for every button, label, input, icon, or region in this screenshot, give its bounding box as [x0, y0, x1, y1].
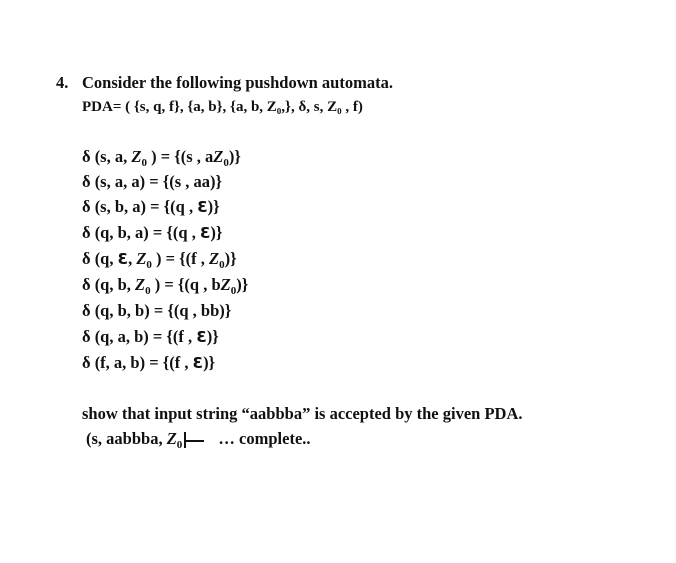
task-statement: show that input string “aabbba” is accepted by the given PDA.: [82, 404, 523, 423]
pda-definition: PDA= ( {s, q, f}, {a, b}, {a, b, Z₀,}, δ, s, Z₀ , f): [82, 99, 363, 115]
transition-4: δ (q, b, a) = {(q , Ɛ)}: [82, 223, 223, 242]
config-sequence: [86, 429, 311, 451]
transition-1-lhs: δ (s, a,: [82, 147, 132, 166]
stack-symbol-z: $Z_0$: [220, 275, 237, 297]
stack-symbol-z: $Z_0$: [209, 249, 225, 271]
epsilon-symbol: Ɛ: [196, 328, 207, 346]
config-tail: … complete..: [214, 429, 311, 448]
epsilon-symbol: Ɛ: [197, 198, 208, 216]
turnstile-icon: [182, 432, 204, 448]
stack-symbol-z: $Z_0$: [166, 429, 183, 451]
question-prompt: Consider the following pushdown automata.: [82, 73, 393, 92]
transition-2: δ (s, a, a) = {(s , aa)}: [82, 172, 223, 191]
transition-1: δ (s, a, $Z_0$ ) = {(s , $aZ_0$)}: [82, 147, 241, 169]
transition-3: δ (s, b, a) = {(q , Ɛ)}: [82, 197, 220, 216]
epsilon-symbol: Ɛ: [192, 354, 204, 372]
stack-symbol-z: $Z_0$: [131, 147, 147, 169]
stack-symbol-z: $Z_0$: [135, 275, 151, 297]
config-start: (s, aabbba,: [86, 429, 167, 448]
transition-5: δ (q, Ɛ, $Z_0$ ) = {(f , $Z_0$)}: [82, 249, 237, 271]
transition-7: δ (q, b, b) = {(q , bb)}: [82, 301, 232, 320]
epsilon-symbol: Ɛ: [199, 224, 211, 242]
stack-symbol-z: $Z_0$: [136, 249, 152, 271]
transition-8: δ (q, a, b) = {(f , Ɛ)}: [82, 327, 219, 346]
transition-6: δ (q, b, $Z_0$ ) = {(q , $bZ_0$)}: [82, 275, 249, 297]
question-number: 4.: [56, 73, 69, 92]
stack-symbol-z: $Z_0$: [213, 147, 229, 169]
epsilon-symbol: Ɛ: [117, 250, 129, 268]
transition-9: δ (f, a, b) = {(f , Ɛ)}: [82, 353, 216, 372]
